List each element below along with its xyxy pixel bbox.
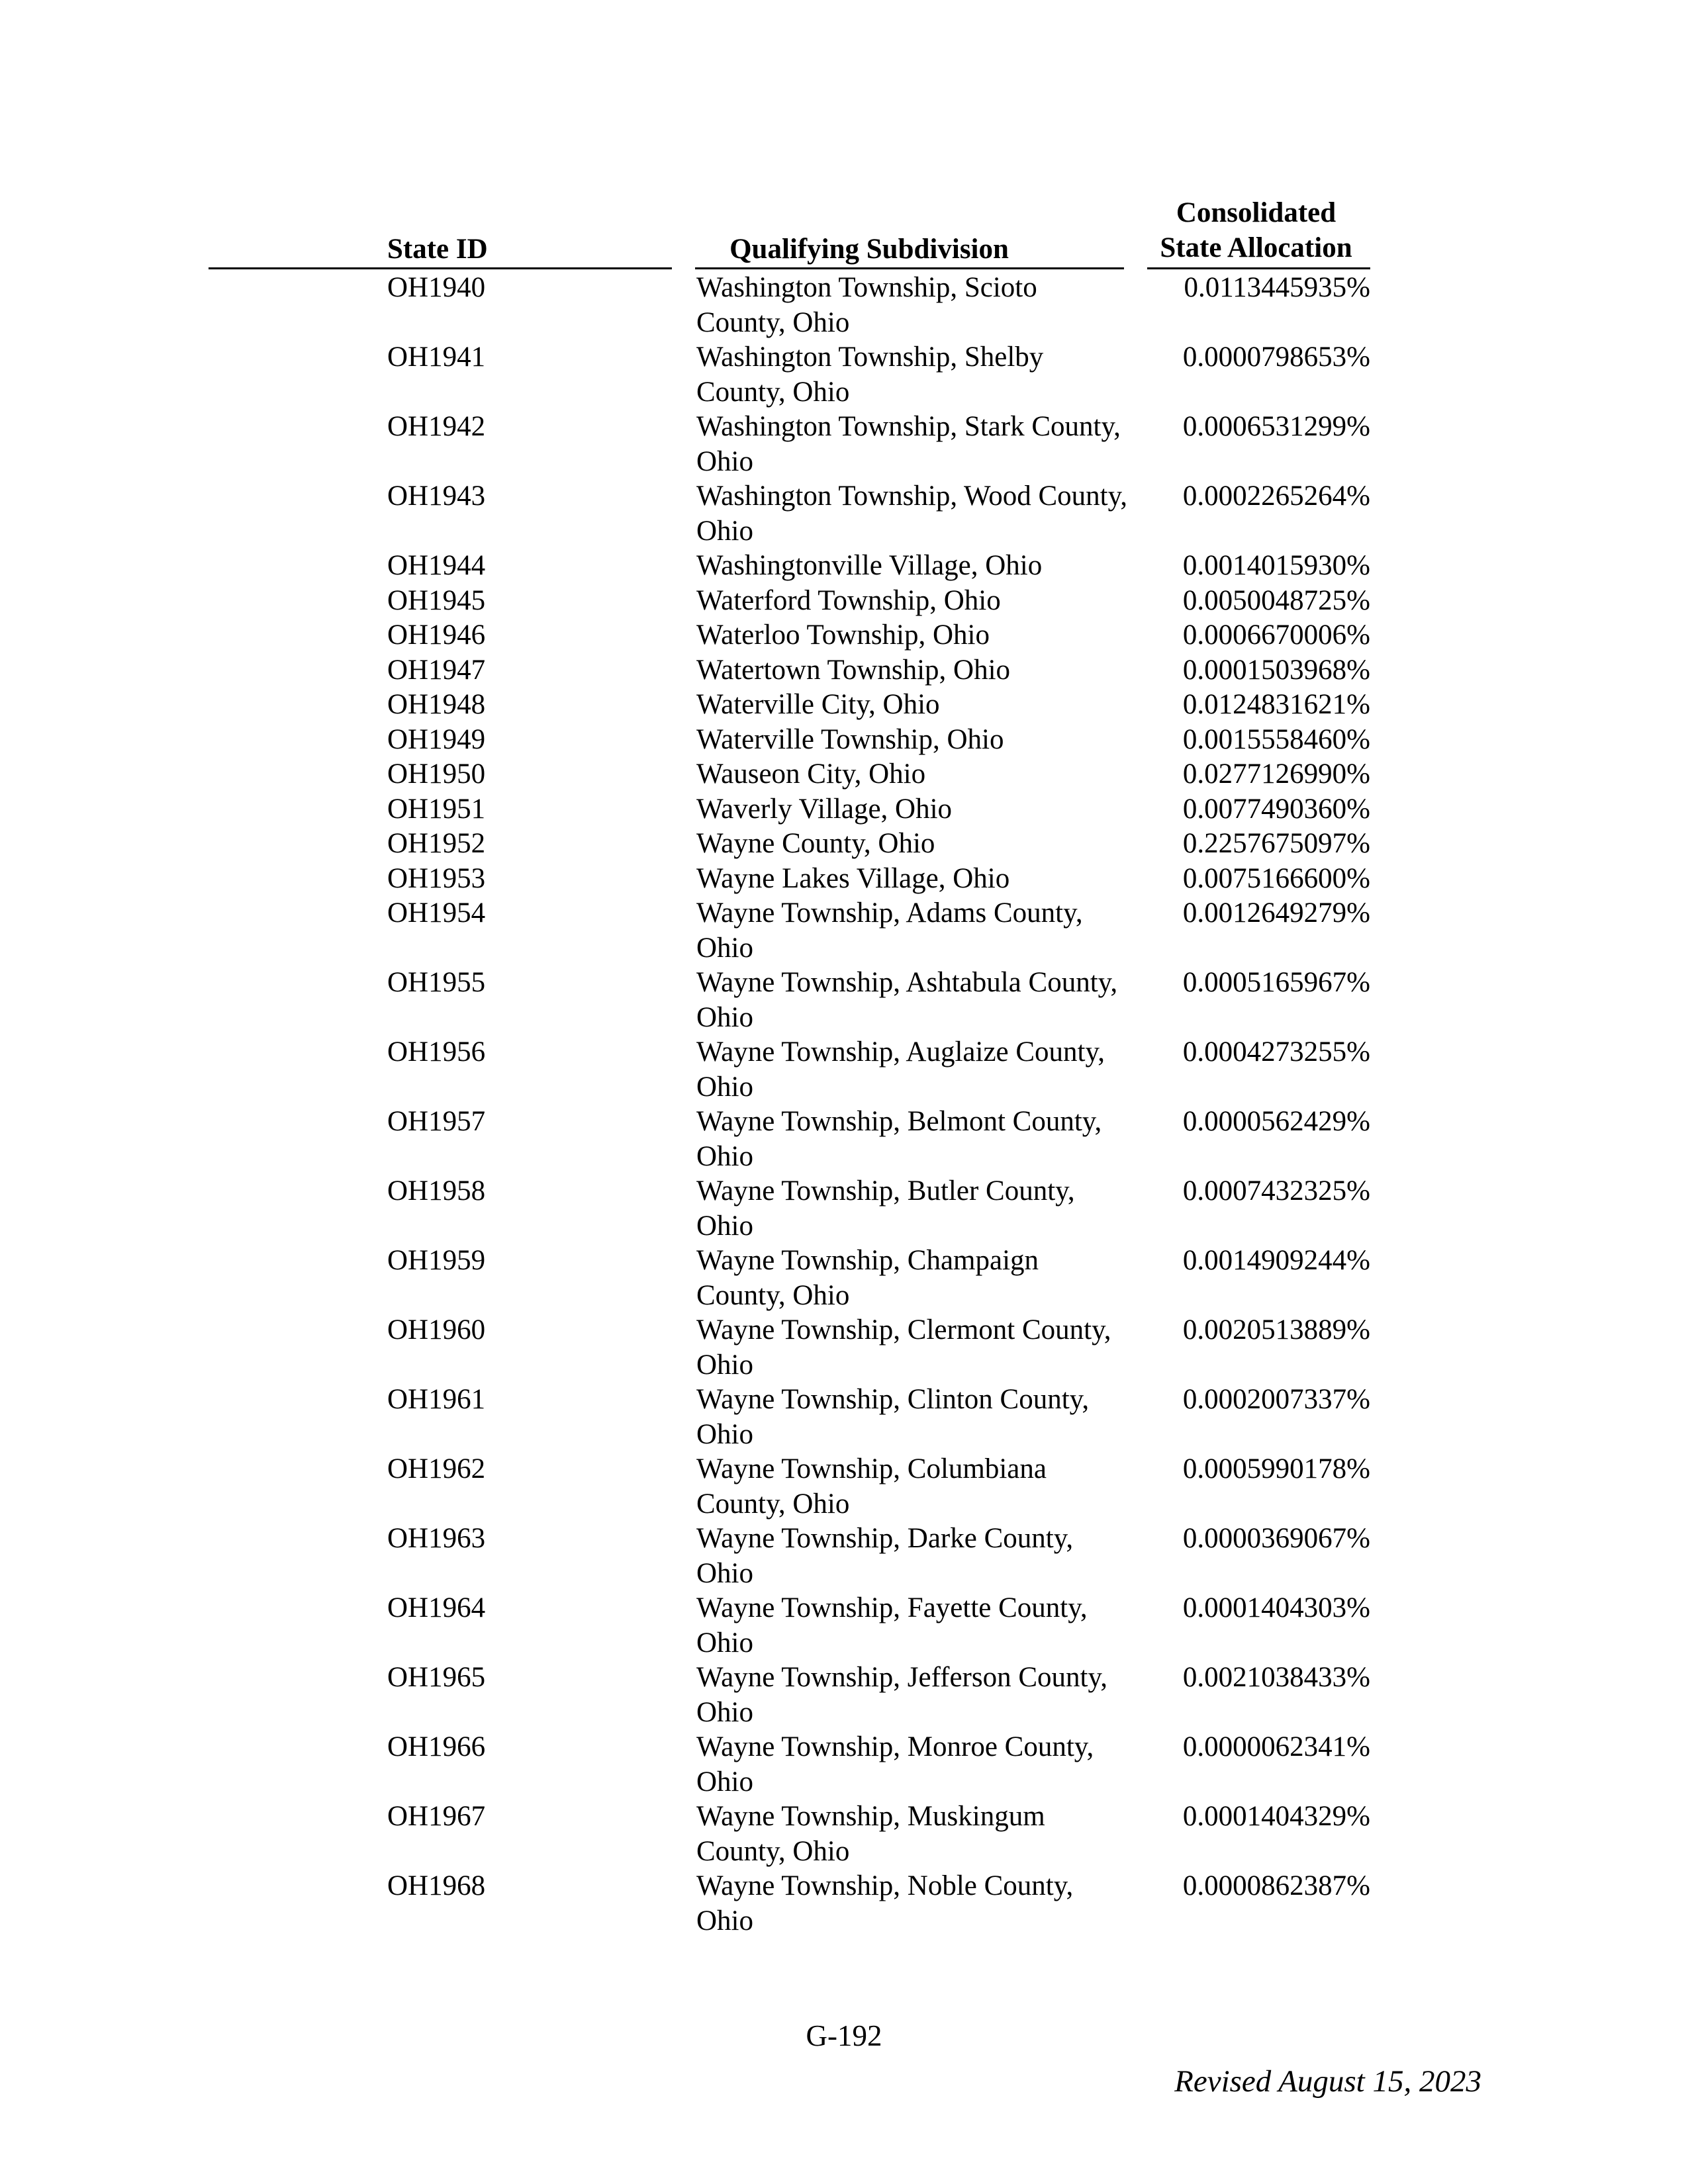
- cell-qualifying-subdivision: Waterville Township, Ohio: [696, 723, 1004, 755]
- cell-state-id: OH1967: [387, 1801, 486, 1832]
- header-state-id: State ID: [387, 234, 488, 265]
- cell-qualifying-subdivision: Wayne Township, Columbiana County, Ohio: [696, 1453, 1047, 1520]
- header-allocation-line2: State Allocation: [1160, 232, 1352, 263]
- cell-state-id: OH1963: [387, 1523, 486, 1554]
- cell-state-allocation: 0.0001404303%: [1182, 1592, 1370, 1623]
- cell-qualifying-subdivision: Wayne Lakes Village, Ohio: [696, 862, 1010, 894]
- cell-state-allocation: 0.0050048725%: [1182, 584, 1370, 616]
- header-rule-allocation: [1147, 267, 1370, 269]
- cell-qualifying-subdivision: Wayne County, Ohio: [696, 828, 935, 859]
- cell-qualifying-subdivision: Waterville City, Ohio: [696, 689, 940, 720]
- table-row: [209, 1730, 1374, 1799]
- cell-qualifying-subdivision: Wayne Township, Noble County, Ohio: [696, 1870, 1074, 1936]
- table-row: [209, 271, 1374, 340]
- cell-state-id: OH1945: [387, 584, 486, 616]
- cell-state-allocation: 0.0277126990%: [1182, 758, 1370, 790]
- cell-state-id: OH1949: [387, 723, 486, 755]
- cell-state-allocation: 0.0000062341%: [1182, 1731, 1370, 1762]
- cell-qualifying-subdivision: Wayne Township, Clinton County, Ohio: [696, 1384, 1090, 1450]
- header-rule-subdivision: [695, 267, 1124, 269]
- cell-qualifying-subdivision: Waterloo Township, Ohio: [696, 619, 990, 651]
- cell-state-allocation: 0.0007432325%: [1182, 1175, 1370, 1206]
- table-row: [209, 827, 1374, 862]
- table-row: [209, 1522, 1374, 1591]
- cell-qualifying-subdivision: Wayne Township, Champaign County, Ohio: [696, 1245, 1039, 1311]
- cell-qualifying-subdivision: Wayne Township, Darke County, Ohio: [696, 1523, 1074, 1589]
- cell-state-allocation: 0.0021038433%: [1182, 1662, 1370, 1693]
- table-row: [209, 1591, 1374, 1661]
- cell-state-id: OH1966: [387, 1731, 486, 1762]
- header-rule-state-id: [209, 267, 672, 269]
- allocation-table: [209, 195, 1374, 1938]
- table-header: [209, 195, 1374, 269]
- table-row: [209, 757, 1374, 792]
- cell-state-id: OH1961: [387, 1384, 486, 1415]
- cell-state-id: OH1955: [387, 967, 486, 998]
- table-row: [209, 792, 1374, 827]
- cell-state-id: OH1968: [387, 1870, 486, 1901]
- cell-state-id: OH1956: [387, 1036, 486, 1068]
- cell-state-allocation: 0.0000862387%: [1182, 1870, 1370, 1901]
- cell-qualifying-subdivision: Waterford Township, Ohio: [696, 584, 1001, 616]
- table-row: [209, 584, 1374, 619]
- cell-state-id: OH1954: [387, 897, 486, 929]
- cell-state-id: OH1957: [387, 1106, 486, 1137]
- table-row: [209, 1174, 1374, 1244]
- table-row: [209, 1383, 1374, 1452]
- cell-state-id: OH1942: [387, 411, 486, 442]
- cell-state-allocation: 0.0000369067%: [1182, 1523, 1370, 1554]
- cell-state-allocation: 0.0004273255%: [1182, 1036, 1370, 1068]
- table-row: [209, 862, 1374, 897]
- cell-state-id: OH1958: [387, 1175, 486, 1206]
- cell-qualifying-subdivision: Washington Township, Stark County, Ohio: [696, 411, 1121, 477]
- cell-state-id: OH1948: [387, 689, 486, 720]
- table-row: [209, 1661, 1374, 1730]
- cell-state-id: OH1946: [387, 619, 486, 651]
- cell-state-id: OH1944: [387, 550, 486, 581]
- cell-qualifying-subdivision: Wauseon City, Ohio: [696, 758, 926, 790]
- cell-qualifying-subdivision: Wayne Township, Ashtabula County, Ohio: [696, 967, 1118, 1033]
- cell-state-allocation: 0.0012649279%: [1182, 897, 1370, 929]
- cell-state-allocation: 0.0000798653%: [1182, 341, 1370, 373]
- cell-state-id: OH1960: [387, 1314, 486, 1345]
- cell-state-allocation: 0.0006670006%: [1182, 619, 1370, 651]
- cell-qualifying-subdivision: Wayne Township, Fayette County, Ohio: [696, 1592, 1088, 1659]
- table-row: [209, 1313, 1374, 1383]
- header-consolidated-state-allocation: [1145, 195, 1367, 265]
- table-row: [209, 896, 1374, 966]
- cell-qualifying-subdivision: Wayne Township, Auglaize County, Ohio: [696, 1036, 1105, 1103]
- cell-state-allocation: 0.0005165967%: [1182, 967, 1370, 998]
- cell-state-allocation: 0.0113445935%: [1184, 272, 1370, 303]
- cell-state-id: OH1953: [387, 862, 486, 894]
- cell-qualifying-subdivision: Washingtonville Village, Ohio: [696, 550, 1043, 581]
- cell-qualifying-subdivision: Washington Township, Scioto County, Ohio: [696, 272, 1037, 338]
- table-row: [209, 1869, 1374, 1938]
- cell-qualifying-subdivision: Wayne Township, Monroe County, Ohio: [696, 1731, 1094, 1797]
- cell-state-id: OH1959: [387, 1245, 486, 1276]
- cell-state-id: OH1951: [387, 793, 486, 825]
- revised-date: Revised August 15, 2023: [1174, 2064, 1481, 2099]
- cell-qualifying-subdivision: Wayne Township, Adams County, Ohio: [696, 897, 1083, 964]
- table-row: [209, 340, 1374, 410]
- cell-state-allocation: 0.0001404329%: [1182, 1801, 1370, 1832]
- cell-state-id: OH1947: [387, 654, 486, 686]
- table-row: [209, 1105, 1374, 1174]
- table-row: [209, 966, 1374, 1035]
- table-row: [209, 723, 1374, 758]
- table-row: [209, 549, 1374, 584]
- cell-state-id: OH1964: [387, 1592, 486, 1623]
- cell-state-allocation: 0.0077490360%: [1182, 793, 1370, 825]
- cell-state-allocation: 0.0020513889%: [1182, 1314, 1370, 1345]
- table-row: [209, 688, 1374, 723]
- cell-state-allocation: 0.0075166600%: [1182, 862, 1370, 894]
- cell-qualifying-subdivision: Washington Township, Shelby County, Ohio: [696, 341, 1044, 408]
- cell-state-allocation: 0.0001503968%: [1182, 654, 1370, 686]
- cell-state-id: OH1941: [387, 341, 486, 373]
- cell-state-allocation: 0.2257675097%: [1182, 828, 1370, 859]
- table-body: [209, 271, 1374, 1938]
- cell-qualifying-subdivision: Wayne Township, Belmont County, Ohio: [696, 1106, 1102, 1172]
- cell-state-allocation: 0.0014909244%: [1182, 1245, 1370, 1276]
- cell-state-id: OH1962: [387, 1453, 486, 1484]
- cell-qualifying-subdivision: Wayne Township, Jefferson County, Ohio: [696, 1662, 1107, 1728]
- cell-qualifying-subdivision: Washington Township, Wood County, Ohio: [696, 480, 1128, 547]
- cell-state-allocation: 0.0002007337%: [1182, 1384, 1370, 1415]
- cell-qualifying-subdivision: Wayne Township, Butler County, Ohio: [696, 1175, 1075, 1242]
- cell-state-allocation: 0.0002265264%: [1182, 480, 1370, 512]
- cell-state-allocation: 0.0014015930%: [1182, 550, 1370, 581]
- cell-qualifying-subdivision: Wayne Township, Muskingum County, Ohio: [696, 1801, 1045, 1867]
- cell-state-id: OH1952: [387, 828, 486, 859]
- header-qualifying-subdivision: Qualifying Subdivision: [729, 234, 1009, 265]
- table-row: [209, 1799, 1374, 1869]
- cell-state-allocation: 0.0005990178%: [1182, 1453, 1370, 1484]
- table-row: [209, 1244, 1374, 1313]
- table-row: [209, 1452, 1374, 1522]
- page-number: G-192: [806, 2019, 882, 2052]
- header-allocation-line1: Consolidated: [1176, 197, 1336, 228]
- cell-state-allocation: 0.0124831621%: [1182, 689, 1370, 720]
- cell-qualifying-subdivision: Watertown Township, Ohio: [696, 654, 1011, 686]
- cell-state-id: OH1943: [387, 480, 486, 512]
- cell-state-id: OH1940: [387, 272, 486, 303]
- table-row: [209, 618, 1374, 653]
- cell-state-id: OH1950: [387, 758, 486, 790]
- cell-state-allocation: 0.0006531299%: [1182, 411, 1370, 442]
- table-row: [209, 410, 1374, 479]
- table-row: [209, 1035, 1374, 1105]
- cell-qualifying-subdivision: Waverly Village, Ohio: [696, 793, 953, 825]
- cell-qualifying-subdivision: Wayne Township, Clermont County, Ohio: [696, 1314, 1111, 1381]
- table-row: [209, 653, 1374, 688]
- table-row: [209, 479, 1374, 549]
- cell-state-allocation: 0.0015558460%: [1182, 723, 1370, 755]
- cell-state-id: OH1965: [387, 1662, 486, 1693]
- cell-state-allocation: 0.0000562429%: [1182, 1106, 1370, 1137]
